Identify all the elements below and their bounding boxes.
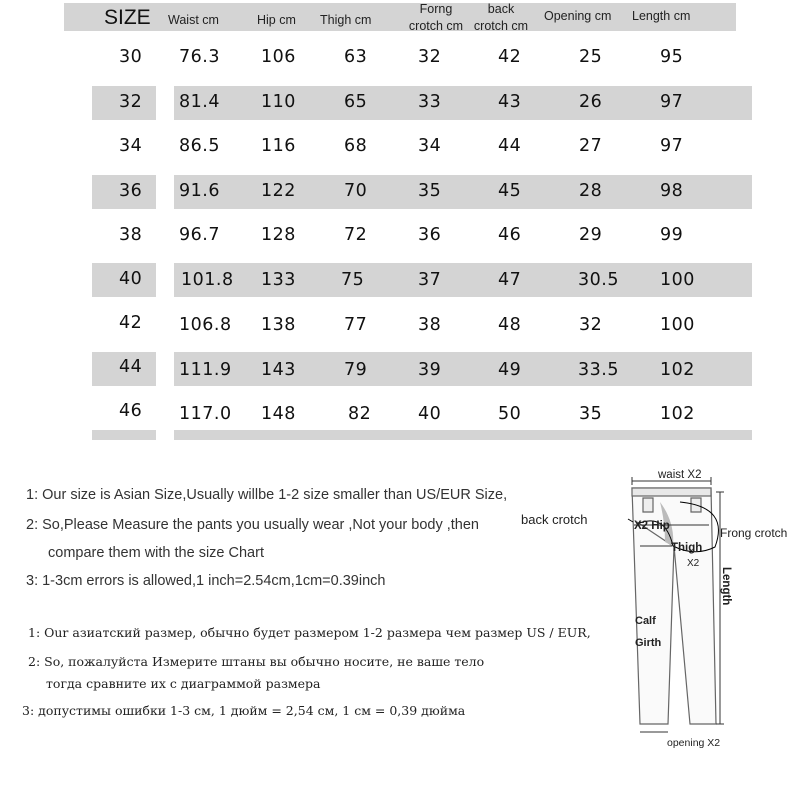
note-ru-2-cont: тогда сравните их с диаграммой размера	[46, 676, 321, 691]
cell-thigh: 75	[341, 270, 365, 290]
cell-hip: 138	[261, 315, 296, 335]
cell-size: 44	[119, 357, 143, 377]
cell-waist: 117.0	[179, 404, 232, 424]
header-front-crotch-line1: Forng	[419, 2, 453, 16]
header-size: SIZE	[104, 6, 151, 29]
cell-front-crotch: 37	[418, 270, 442, 290]
cell-thigh: 72	[344, 225, 368, 245]
cell-back-crotch: 44	[498, 136, 522, 156]
cell-thigh: 79	[344, 360, 368, 380]
cell-front-crotch: 34	[418, 136, 442, 156]
header-back-crotch-line1: back	[487, 2, 515, 16]
cell-waist: 111.9	[179, 360, 232, 380]
diagram-thigh-x2-label: X2	[687, 558, 700, 569]
cell-thigh: 82	[348, 404, 372, 424]
cell-thigh: 70	[344, 181, 368, 201]
note-en-2-cont: compare them with the size Chart	[48, 545, 264, 561]
cell-waist: 91.6	[179, 181, 220, 201]
cell-size: 36	[119, 181, 143, 201]
cell-opening: 33.5	[578, 360, 619, 380]
diagram-back-crotch-label: back crotch	[521, 512, 588, 527]
cell-waist: 76.3	[179, 47, 220, 67]
cell-thigh: 65	[344, 92, 368, 112]
cell-opening: 30.5	[578, 270, 619, 290]
cell-thigh: 77	[344, 315, 368, 335]
cell-thigh: 63	[344, 47, 368, 67]
cell-hip: 148	[261, 404, 296, 424]
cell-hip: 133	[261, 270, 296, 290]
diagram-opening-label: opening X2	[667, 737, 721, 749]
cell-size: 38	[119, 225, 143, 245]
cell-length: 102	[660, 360, 695, 380]
header-back-crotch-line2: crotch cm	[473, 19, 529, 33]
cell-opening: 25	[579, 47, 603, 67]
header-opening: Opening cm	[544, 9, 612, 23]
cell-back-crotch: 50	[498, 404, 522, 424]
header-hip: Hip cm	[257, 13, 296, 27]
diagram-calf-label: Calf	[635, 615, 656, 627]
header-back-crotch	[469, 3, 533, 33]
note-en-2: 2: So,Please Measure the pants you usually wear ,Not your body ,then	[26, 517, 479, 533]
cell-thigh: 68	[344, 136, 368, 156]
cell-front-crotch: 32	[418, 47, 442, 67]
cell-opening: 28	[579, 181, 603, 201]
cell-front-crotch: 38	[418, 315, 442, 335]
cell-length: 100	[660, 315, 695, 335]
cell-size: 46	[119, 401, 143, 421]
cell-size: 34	[119, 136, 143, 156]
cell-waist: 101.8	[181, 270, 234, 290]
diagram-length-label: Length	[720, 567, 732, 606]
header-thigh: Thigh cm	[320, 13, 372, 27]
row-band	[174, 430, 752, 440]
cell-length: 98	[660, 181, 684, 201]
note-ru-1: 1: Our азиатский размер, обычно будет размером 1-2 размера чем размер US / EUR,	[28, 625, 591, 640]
cell-opening: 32	[579, 315, 603, 335]
cell-length: 97	[660, 136, 684, 156]
cell-length: 97	[660, 92, 684, 112]
cell-length: 99	[660, 225, 684, 245]
header-front-crotch-line2: crotch cm	[408, 19, 464, 33]
cell-back-crotch: 43	[498, 92, 522, 112]
cell-back-crotch: 48	[498, 315, 522, 335]
cell-front-crotch: 36	[418, 225, 442, 245]
cell-length: 100	[660, 270, 695, 290]
cell-size: 30	[119, 47, 143, 67]
cell-back-crotch: 46	[498, 225, 522, 245]
cell-waist: 81.4	[179, 92, 220, 112]
diagram-front-crotch-label: Frong crotch	[720, 526, 788, 540]
cell-hip: 110	[261, 92, 296, 112]
cell-size: 42	[119, 313, 143, 333]
cell-hip: 128	[261, 225, 296, 245]
diagram-waist-label: waist X2	[658, 469, 702, 481]
diagram-thigh-label: Thigh	[671, 542, 703, 554]
note-ru-3: 3: допустимы ошибки 1-3 см, 1 дюйм = 2,54 см, 1 см = 0,39 дюйма	[22, 703, 466, 718]
cell-back-crotch: 47	[498, 270, 522, 290]
header-waist: Waist cm	[168, 13, 219, 27]
row-band-size	[92, 430, 156, 440]
cell-back-crotch: 49	[498, 360, 522, 380]
cell-length: 95	[660, 47, 684, 67]
cell-hip: 122	[261, 181, 296, 201]
cell-front-crotch: 35	[418, 181, 442, 201]
cell-length: 102	[660, 404, 695, 424]
note-en-3: 3: 1-3cm errors is allowed,1 inch=2.54cm,1cm=0.39inch	[26, 573, 386, 589]
cell-waist: 96.7	[179, 225, 220, 245]
cell-opening: 26	[579, 92, 603, 112]
cell-opening: 29	[579, 225, 603, 245]
pants-measurement-diagram	[515, 462, 800, 752]
cell-hip: 106	[261, 47, 296, 67]
note-en-1: 1: Our size is Asian Size,Usually willbe 1-2 size smaller than US/EUR Size,	[26, 487, 508, 503]
cell-opening: 27	[579, 136, 603, 156]
cell-front-crotch: 33	[418, 92, 442, 112]
cell-opening: 35	[579, 404, 603, 424]
header-front-crotch	[404, 3, 468, 33]
cell-waist: 106.8	[179, 315, 232, 335]
cell-back-crotch: 45	[498, 181, 522, 201]
cell-front-crotch: 39	[418, 360, 442, 380]
cell-hip: 143	[261, 360, 296, 380]
cell-back-crotch: 42	[498, 47, 522, 67]
diagram-girth-label: Girth	[635, 637, 662, 649]
header-length: Length cm	[632, 9, 691, 23]
note-ru-2: 2: So, пожалуйста Измерите штаны вы обычно носите, не ваше тело	[28, 654, 485, 669]
cell-size: 40	[119, 269, 143, 289]
diagram-hip-label: X2 Hip	[634, 520, 670, 532]
cell-waist: 86.5	[179, 136, 220, 156]
cell-front-crotch: 40	[418, 404, 442, 424]
cell-size: 32	[119, 92, 143, 112]
cell-hip: 116	[261, 136, 296, 156]
